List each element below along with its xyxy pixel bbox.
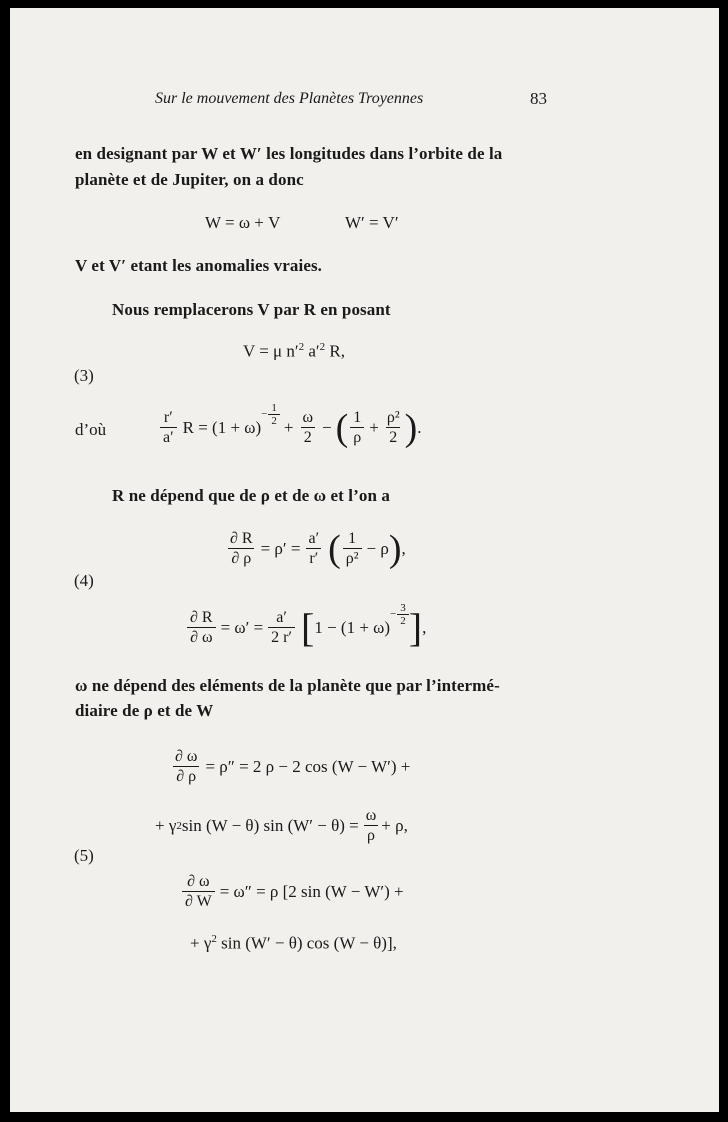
equation-v-definition: V = μ $n'^2$ $a'^2$ R, bbox=[243, 341, 345, 361]
dou-label: d’où bbox=[75, 420, 107, 439]
fraction: $\frac{\text{ρ²}}{2}$ bbox=[386, 409, 400, 446]
paragraph-line: ω ne dépend des eléments de la planète que par l’intermé- bbox=[75, 676, 500, 695]
fraction: $\frac{\partial \omega}{\partial \rho}$ bbox=[175, 748, 198, 785]
exponent: − $\frac{3}{2}$ bbox=[390, 602, 409, 627]
equation-wprime: W′ = V′ bbox=[345, 213, 399, 232]
fraction: $\frac{\omega}{\rho}$ bbox=[365, 807, 377, 844]
paragraph-line: diaire de ρ et de W bbox=[75, 701, 214, 720]
equation-domega-drho-cont: + γ 2 sin (W − θ) sin (W′ − θ) = $\frac{\omega}{\rho}$ + ρ, bbox=[155, 807, 408, 844]
fraction: $\frac{\partial R}{\partial \omega}$ bbox=[187, 609, 216, 647]
fraction: $\frac{r'}{a'}$ bbox=[160, 409, 177, 447]
fraction: $\frac{1}{\rho}$ bbox=[350, 409, 364, 447]
page-number: 83 bbox=[530, 89, 547, 108]
exponent: − $\frac{1}{2}$ bbox=[261, 402, 280, 427]
equation-dR-domega: $\frac{\partial R}{\partial \omega}$ = ω′ = $\frac{a'}{2 r'}$ [ 1 − (1 + ω) − $\frac{3}{2}$ ] , bbox=[185, 598, 426, 658]
fraction: $\frac{a'}{r'}$ bbox=[305, 530, 322, 568]
fraction: $\frac{\partial R}{\partial \rho}$ bbox=[230, 530, 253, 567]
equation-dR-drho: $\frac{\partial R}{\partial \rho}$ = ρ′ = $\frac{a'}{r'}$ ( $\frac{1}{\text{ρ²}}$ − ρ ) , bbox=[225, 521, 406, 577]
equation-number-5: (5) bbox=[74, 846, 94, 865]
equation-domega-dW-cont: + $\gamma^2$ sin (W′ − θ) cos (W − θ)], bbox=[190, 933, 397, 953]
fraction: $\frac{\partial \omega}{\partial W}$ bbox=[182, 873, 215, 911]
equation-domega-dW: $\frac{\partial \omega}{\partial W}$ = ω″ = ρ [2 sin (W − W′) + bbox=[180, 864, 404, 920]
book-page bbox=[10, 8, 719, 1112]
fraction: $\frac{\omega}{2}$ bbox=[302, 409, 313, 446]
paragraph-line: en designant par W et W′ les longitudes dans l’orbite de la bbox=[75, 144, 503, 163]
paragraph-line: R ne dépend que de ρ et de ω et l’on a bbox=[112, 486, 390, 505]
equation-w: W = ω + V bbox=[205, 213, 281, 232]
fraction: $\frac{1}{\text{ρ²}}$ bbox=[343, 530, 362, 568]
running-title: Sur le mouvement des Planètes Troyennes bbox=[155, 90, 424, 107]
paragraph-line: V et V′ etant les anomalies vraies. bbox=[75, 256, 323, 275]
equation-domega-drho: $\frac{\partial \omega}{\partial \rho}$ = ρ″ = 2 ρ − 2 cos (W − W′) + bbox=[170, 739, 410, 795]
paragraph-line: planète et de Jupiter, on a donc bbox=[75, 170, 304, 189]
equation-number-4: (4) bbox=[74, 571, 94, 590]
equation-number-3: (3) bbox=[74, 366, 94, 385]
fraction: $\frac{a'}{2 r'}$ bbox=[268, 609, 295, 647]
paragraph-line: Nous remplacerons V par R en posant bbox=[112, 300, 391, 319]
equation-r: $\frac{r'}{a'}$ R = (1 + ω) − $\frac{1}{2}$ + $\frac{\omega}{2}$ − ( $\frac{1}{\rho}$ + $\frac{\text{ρ²}}{2}$ ) . bbox=[158, 398, 422, 458]
